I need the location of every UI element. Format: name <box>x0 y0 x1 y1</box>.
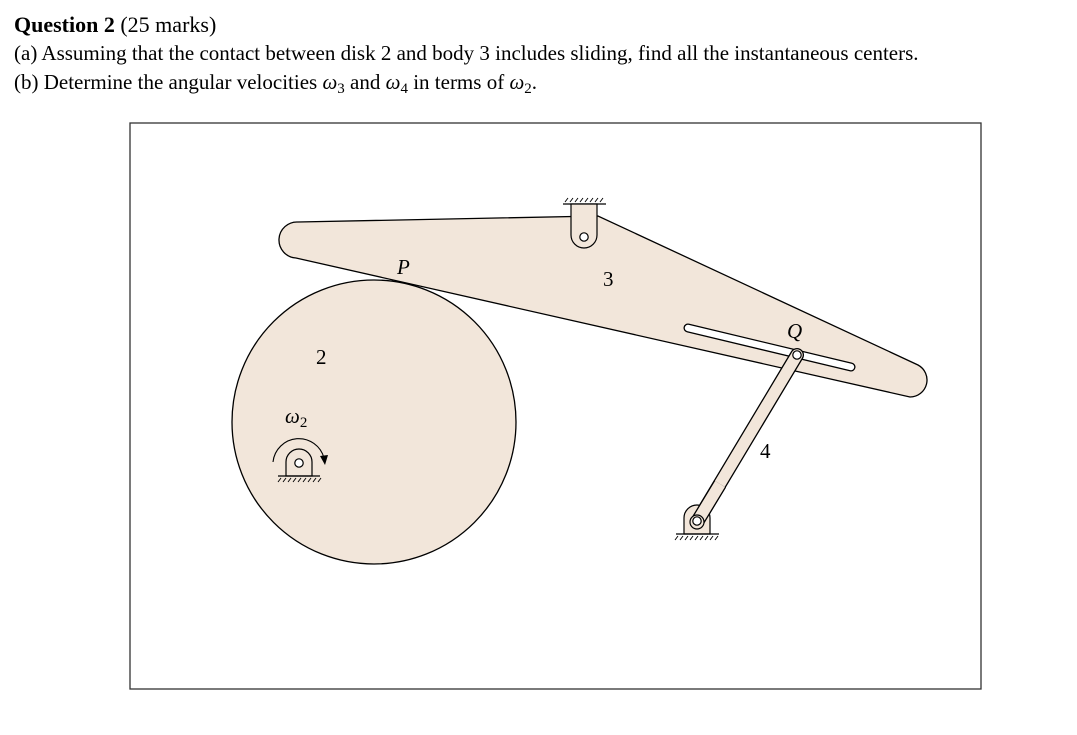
omega4-symbol: ω <box>385 70 401 94</box>
pivot-pin <box>693 517 701 525</box>
question-number: Question 2 <box>14 12 115 37</box>
part-a-text: (a) Assuming that the contact between disk 2 and body 3 includes sliding, find all the instantaneous centers. <box>14 41 919 65</box>
part-b-middle: in terms of <box>407 70 510 94</box>
disk-2 <box>232 280 516 564</box>
omega2-subscript: 2 <box>524 81 532 97</box>
part-b-prefix: (b) Determine the angular velocities <box>14 70 323 94</box>
omega-symbol: ω <box>285 404 300 428</box>
omega3-subscript: 3 <box>337 81 345 97</box>
link-4-ground-pivot <box>675 484 720 540</box>
pivot-pin <box>580 233 588 241</box>
label-body-3: 3 <box>603 267 614 291</box>
pin-q <box>793 351 801 359</box>
omega2-symbol: ω <box>509 70 525 94</box>
part-b-suffix: . <box>531 70 538 94</box>
pivot-pin <box>295 459 303 467</box>
omega-subscript: 2 <box>299 415 308 431</box>
label-point-q: Q <box>787 319 803 343</box>
label-point-p: P <box>397 255 410 279</box>
ground-hatch <box>675 536 718 540</box>
omega4-subscript: 4 <box>400 81 408 97</box>
part-b-and: and <box>344 70 386 94</box>
label-disk-2: 2 <box>316 345 327 369</box>
ground-hatch <box>565 198 603 202</box>
label-link-4: 4 <box>760 439 771 463</box>
omega3-symbol: ω <box>322 70 338 94</box>
question-marks: (25 marks) <box>120 12 217 37</box>
